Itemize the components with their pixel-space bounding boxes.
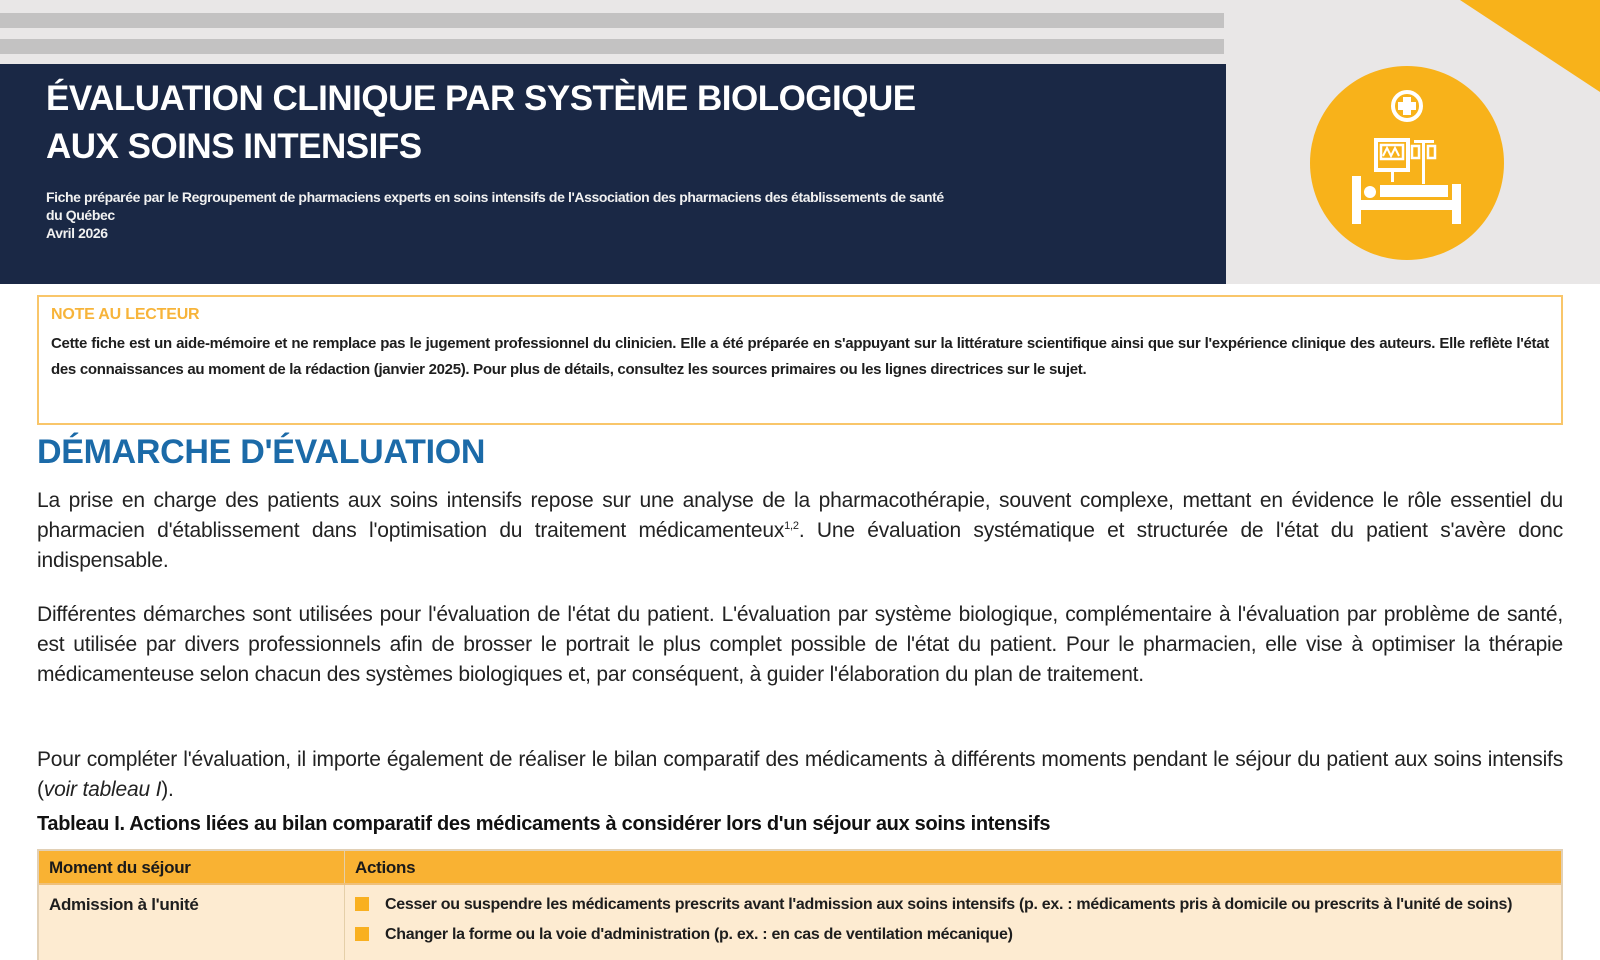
document-title-line-1: ÉVALUATION CLINIQUE PAR SYSTÈME BIOLOGIQUE <box>46 79 916 118</box>
table-row <box>39 885 1561 960</box>
reconciliation-table <box>37 849 1563 960</box>
corner-accent-triangle <box>1460 0 1600 92</box>
column-header-moment: Moment du séjour <box>39 851 345 883</box>
paragraph-approaches: Différentes démarches sont utilisées pour l'évaluation de l'état du patient. L'évaluation par système biologique, complémentaire à l'évaluation par problème de santé, est utilisée par divers professionnels afin de brosser le portrait le plus complet possible de l'état du patient. Pour le pharmacien, elle vise à optimiser la thérapie médicamenteuse selon chacun des systèmes biologiques et, par conséquent, à guider l'élaboration du plan de traitement. <box>37 603 1563 686</box>
action-item <box>355 893 1551 917</box>
document-subtitle <box>46 188 1186 242</box>
reader-note-box <box>37 295 1563 425</box>
cell-actions <box>345 885 1561 960</box>
paragraph-intro-text-cont: . Une évaluation systématique et structurée de l'état du patient s'avère donc indispensable. <box>37 519 1563 572</box>
cell-moment: Admission à l'unité <box>39 885 345 960</box>
icu-bed-svg <box>1342 88 1472 238</box>
citation-reference: 1,2 <box>784 520 799 532</box>
action-text: Changer la forme ou la voie d'administration (p. ex. : en cas de ventilation mécanique) <box>385 926 1013 943</box>
paragraph-reconciliation <box>37 745 1563 805</box>
table-header-row <box>39 851 1561 885</box>
publication-date: Avril 2026 <box>46 225 108 241</box>
section-heading: DÉMARCHE D'ÉVALUATION <box>37 433 486 471</box>
note-title: NOTE AU LECTEUR <box>51 306 200 323</box>
document-title-line-2: AUX SOINS INTENSIFS <box>46 127 422 166</box>
icu-bed-monitor-icon <box>1310 66 1504 260</box>
decorative-stripe <box>0 13 1224 28</box>
square-bullet-icon <box>355 897 369 911</box>
paragraph-intro <box>37 486 1563 576</box>
subtitle-authors-cont: du Québec <box>46 207 115 223</box>
note-text: Cette fiche est un aide-mémoire et ne remplace pas le jugement professionnel du clinicien. Elle a été préparée en s'appuyant sur la littérature scientifique ainsi que sur l'expérience clinique des auteurs. Elle reflète l'état des connaissances au moment de la rédaction (janvier 2025). Pour plus de détails, consultez les sources primaires ou les lignes directrices sur le sujet. <box>51 335 1549 378</box>
paragraph-intro-text: La prise en charge des patients aux soins intensifs repose sur une analyse de la pharmacothérapie, souvent complexe, mettant en évidence le rôle essentiel du pharmacien d'établissement dans l'optimisation du traitement médicamenteux <box>37 489 1563 542</box>
subtitle-authors: Fiche préparée par le Regroupement de pharmaciens experts en soins intensifs de l'Association des pharmaciens des établissements de santé <box>46 189 944 205</box>
title-panel <box>0 64 1226 284</box>
square-bullet-icon <box>355 927 369 941</box>
header-band <box>0 0 1600 284</box>
action-text: Cesser ou suspendre les médicaments prescrits avant l'admission aux soins intensifs (p. ex. : médicaments pris à domicile ou prescrits à l'unité de soins) <box>385 896 1513 913</box>
paragraph-reconciliation-text: Pour compléter l'évaluation, il importe également de réaliser le bilan comparatif des médicaments à différents moments pendant le séjour du patient aux soins intensifs ( <box>37 748 1563 801</box>
action-item <box>355 923 1551 947</box>
table-reference: voir tableau I <box>43 778 162 801</box>
column-header-actions: Actions <box>355 858 416 877</box>
paragraph-reconciliation-end: ). <box>161 778 174 801</box>
table-caption: Tableau I. Actions liées au bilan comparatif des médicaments à considérer lors d'un séjour aux soins intensifs <box>37 813 1051 835</box>
decorative-stripe <box>0 39 1224 54</box>
